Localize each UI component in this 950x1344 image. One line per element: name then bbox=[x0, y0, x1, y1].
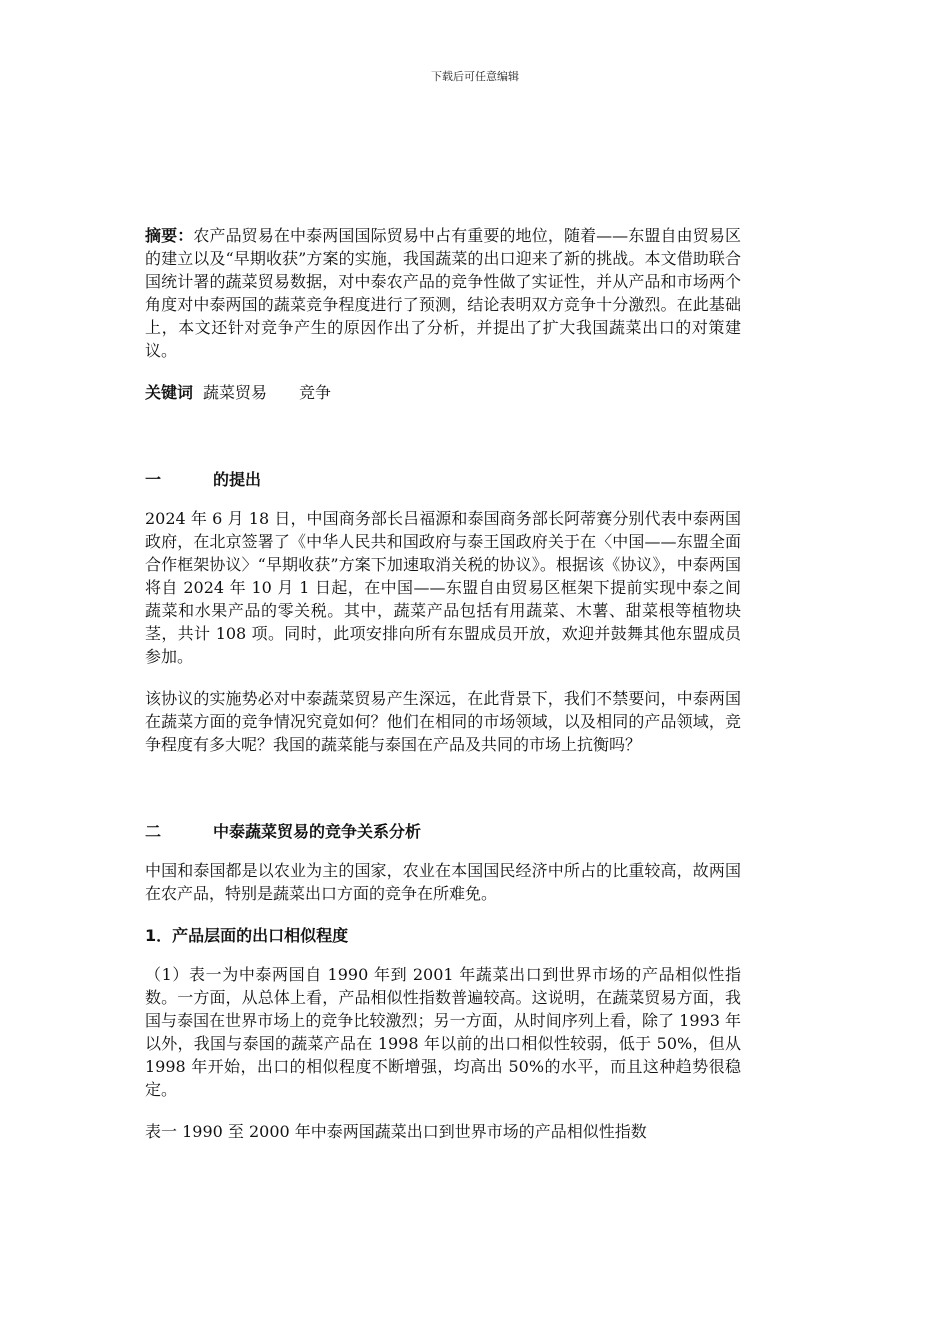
section-title: 中泰蔬菜贸易的竞争关系分析 bbox=[213, 822, 422, 841]
body-paragraph: 中国和泰国都是以农业为主的国家，农业在本国国民经济中所占的比重较高，故两国在农产品，特别是蔬菜出口方面的竞争在所难免。 bbox=[145, 861, 741, 903]
body-paragraph: 该协议的实施势必对中泰蔬菜贸易产生深远，在此背景下，我们不禁要问，中泰两国在蔬菜方面的竞争情况究竟如何？他们在相同的市场领域，以及相同的产品领域，竞争程度有多大呢？我国的蔬菜能与泰国在产品及共同的市场上抗衡吗？ bbox=[145, 689, 741, 754]
document-body bbox=[145, 224, 741, 1143]
section-heading-1 bbox=[145, 468, 741, 491]
abstract-label: 摘要： bbox=[145, 226, 194, 245]
abstract-text: 农产品贸易在中泰两国国际贸易中占有重要的地位，随着——东盟自由贸易区的建立以及“早期收获”方案的实施，我国蔬菜的出口迎来了新的挑战。本文借助联合国统计署的蔬菜贸易数据，对中泰农产品的竞争性做了实证性，并从产品和市场两个角度对中泰两国的蔬菜竞争程度进行了预测，结论表明双方竞争十分激烈。在此基础上，本文还针对竞争产生的原因作出了分析，并提出了扩大我国蔬菜出口的对策建议。 bbox=[145, 226, 741, 360]
subsection-heading: 1．产品层面的出口相似程度 bbox=[145, 926, 349, 945]
keywords-label: 关键词 bbox=[145, 383, 194, 402]
section-number: 一 bbox=[145, 470, 162, 489]
abstract-paragraph bbox=[145, 224, 741, 362]
keyword-item: 竞争 bbox=[299, 383, 332, 402]
table-caption: 表一 1990 至 2000 年中泰两国蔬菜出口到世界市场的产品相似性指数 bbox=[145, 1122, 647, 1141]
section-number: 二 bbox=[145, 822, 162, 841]
keywords-line bbox=[145, 381, 741, 404]
body-paragraph: 2024 年 6 月 18 日，中国商务部长吕福源和泰国商务部长阿蒂赛分别代表中泰两国政府，在北京签署了《中华人民共和国政府与泰王国政府关于在〈中国——东盟全面合作框架协议〉“早期收获”方案下加速取消关税的协议》。根据该《协议》，中泰两国将自 2024 年 10 月 1 日起，在中国——东盟自由贸易区框架下提前实现中泰之间蔬菜和水果产品的零关税。其中，蔬菜产品包括有用蔬菜、木薯、甜菜根等植物块茎，共计 108 项。同时，此项安排向所有东盟成员开放，欢迎并鼓舞其他东盟成员参加。 bbox=[145, 509, 741, 666]
header-note: 下载后可任意编辑 bbox=[431, 70, 519, 83]
section-title: 的提出 bbox=[213, 470, 262, 489]
section-heading-2 bbox=[145, 820, 741, 843]
keyword-item: 蔬菜贸易 bbox=[203, 383, 268, 402]
body-paragraph: （1）表一为中泰两国自 1990 年到 2001 年蔬菜出口到世界市场的产品相似性指数。一方面，从总体上看，产品相似性指数普遍较高。这说明，在蔬菜贸易方面，我国与泰国在世界市场上的竞争比较激烈；另一方面，从时间序列上看，除了 1993 年以外，我国与泰国的蔬菜产品在 1998 年以前的出口相似性较弱，低于 50%，但从 1998 年开始，出口的相似程度不断增强，均高出 50%的水平，而且这种趋势很稳定。 bbox=[145, 965, 741, 1099]
